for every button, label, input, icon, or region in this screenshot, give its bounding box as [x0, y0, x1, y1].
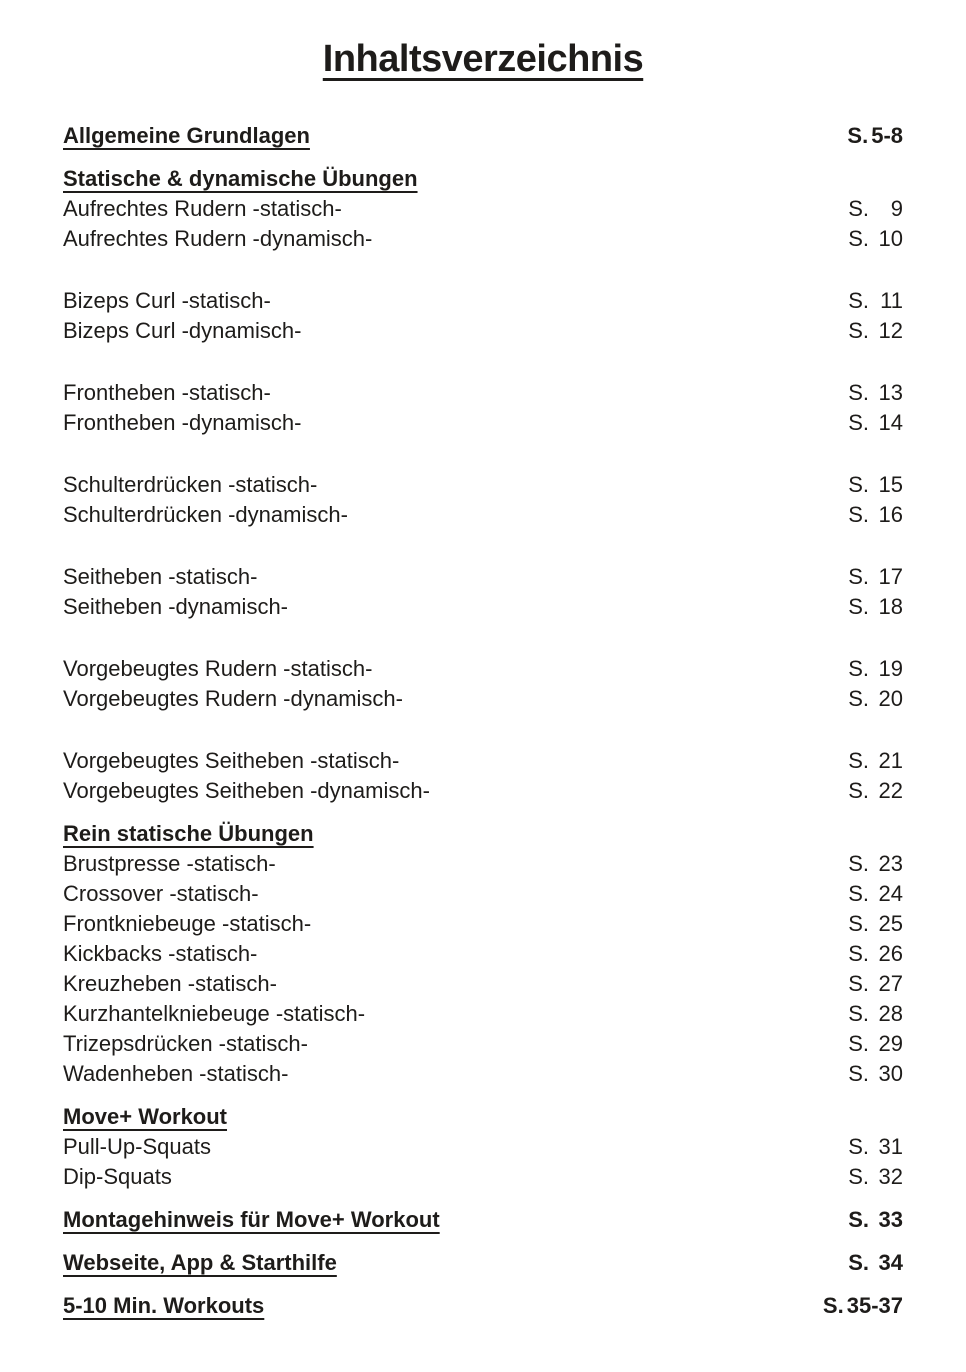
toc-item — [63, 470, 903, 500]
toc-spacer — [63, 254, 903, 286]
toc-section-header — [63, 1102, 903, 1132]
page-prefix: S. — [848, 380, 869, 405]
toc-section-header — [63, 819, 903, 849]
toc-page-number — [848, 378, 903, 408]
toc-item-label: Seitheben -statisch- — [63, 564, 258, 589]
page-prefix: S. — [848, 1250, 869, 1275]
toc-item — [63, 316, 903, 346]
page-value: 34 — [878, 1250, 903, 1275]
toc-item — [63, 224, 903, 254]
toc-item-label: Vorgebeugtes Rudern -dynamisch- — [63, 686, 403, 711]
page-value: 26 — [878, 941, 903, 966]
page-value: 13 — [878, 380, 903, 405]
page-value: 25 — [878, 911, 903, 936]
toc-section-label: Rein statische Übungen — [63, 821, 314, 846]
toc-page-number — [848, 776, 903, 806]
toc-page-number — [848, 1029, 903, 1059]
page-value: 20 — [878, 686, 903, 711]
toc-item — [63, 849, 903, 879]
toc-page-number — [848, 849, 903, 879]
toc-item-label: Vorgebeugtes Seitheben -dynamisch- — [63, 778, 430, 803]
toc-item-label: Aufrechtes Rudern -statisch- — [63, 196, 342, 221]
toc-item — [63, 194, 903, 224]
toc-item-label: Aufrechtes Rudern -dynamisch- — [63, 226, 373, 251]
page-prefix: S. — [848, 472, 869, 497]
page-prefix: S. — [848, 410, 869, 435]
page-prefix: S. — [848, 686, 869, 711]
toc-item-label: Crossover -statisch- — [63, 881, 259, 906]
toc-page-number — [848, 286, 903, 316]
page-value: 17 — [878, 564, 903, 589]
page-value: 9 — [890, 196, 903, 221]
toc-page-number — [848, 408, 903, 438]
page-value: 31 — [878, 1134, 903, 1159]
toc-item-label: Bizeps Curl -statisch- — [63, 288, 271, 313]
toc-page-number — [848, 224, 903, 254]
toc-page-number — [848, 654, 903, 684]
toc-page-number — [848, 939, 903, 969]
toc-page-number — [848, 969, 903, 999]
toc-section-header — [63, 1248, 903, 1278]
page-prefix: S. — [848, 318, 869, 343]
page-value: 33 — [878, 1207, 903, 1232]
toc-section-label: Allgemeine Grundlagen — [63, 123, 310, 148]
toc-page-number — [848, 500, 903, 530]
page-prefix: S. — [848, 226, 869, 251]
toc-page-number — [848, 194, 903, 224]
page-prefix: S. — [848, 881, 869, 906]
page-prefix: S. — [822, 1293, 844, 1318]
toc-spacer — [63, 622, 903, 654]
toc-item-label: Vorgebeugtes Seitheben -statisch- — [63, 748, 400, 773]
toc-page-number — [848, 1059, 903, 1089]
toc-spacer — [63, 438, 903, 470]
toc-item-label: Kreuzheben -statisch- — [63, 971, 277, 996]
toc-item — [63, 939, 903, 969]
page-value: 28 — [878, 1001, 903, 1026]
toc-item — [63, 592, 903, 622]
page-value: 35-37 — [846, 1293, 903, 1318]
page-prefix: S. — [848, 778, 869, 803]
page-value: 27 — [878, 971, 903, 996]
page-prefix: S. — [848, 564, 869, 589]
page-prefix: S. — [848, 1001, 869, 1026]
toc-item-label: Wadenheben -statisch- — [63, 1061, 289, 1086]
toc-page-number — [848, 909, 903, 939]
page-prefix: S. — [848, 911, 869, 936]
toc-item-label: Brustpresse -statisch- — [63, 851, 276, 876]
toc-item — [63, 1059, 903, 1089]
toc-item-label: Frontheben -dynamisch- — [63, 410, 302, 435]
toc-item-label: Kurzhantelkniebeuge -statisch- — [63, 1001, 366, 1026]
toc-list — [63, 108, 903, 1321]
toc-section-label: Statische & dynamische Übungen — [63, 166, 418, 191]
toc-page-number — [848, 316, 903, 346]
toc-item — [63, 1132, 903, 1162]
toc-item — [63, 408, 903, 438]
toc-section-label: Move+ Workout — [63, 1104, 228, 1129]
toc-page-number — [848, 1162, 903, 1192]
toc-page-number — [848, 684, 903, 714]
page-prefix: S. — [848, 1031, 869, 1056]
toc-item-label: Dip-Squats — [63, 1164, 172, 1189]
toc-item — [63, 1162, 903, 1192]
page-prefix: S. — [848, 594, 869, 619]
page-value: 18 — [878, 594, 903, 619]
toc-item — [63, 286, 903, 316]
toc-item-label: Pull-Up-Squats — [63, 1134, 211, 1159]
toc-section-label: 5-10 Min. Workouts — [63, 1293, 265, 1318]
page-prefix: S. — [848, 288, 869, 313]
toc-page-number — [848, 470, 903, 500]
page-value: 15 — [878, 472, 903, 497]
toc-item — [63, 746, 903, 776]
page-prefix: S. — [848, 656, 869, 681]
page-prefix: S. — [848, 1134, 869, 1159]
page-value: 32 — [878, 1164, 903, 1189]
page-value: 19 — [878, 656, 903, 681]
toc-item — [63, 500, 903, 530]
toc-spacer — [63, 530, 903, 562]
toc-page-number — [848, 879, 903, 909]
page-value: 11 — [880, 288, 903, 313]
page-value: 5-8 — [871, 123, 903, 148]
toc-item — [63, 378, 903, 408]
toc-item-label: Seitheben -dynamisch- — [63, 594, 289, 619]
page-prefix: S. — [847, 123, 869, 148]
page-value: 23 — [878, 851, 903, 876]
toc-page-number — [848, 1248, 903, 1278]
toc-section-header — [63, 164, 903, 194]
toc-item-label: Kickbacks -statisch- — [63, 941, 258, 966]
toc-item-label: Schulterdrücken -dynamisch- — [63, 502, 348, 527]
toc-item-label: Trizepsdrücken -statisch- — [63, 1031, 308, 1056]
toc-item-label: Frontheben -statisch- — [63, 380, 271, 405]
toc-item — [63, 909, 903, 939]
toc-item — [63, 654, 903, 684]
toc-item — [63, 1029, 903, 1059]
toc-section-header — [63, 1291, 903, 1321]
page-value: 22 — [878, 778, 903, 803]
page-prefix: S. — [848, 1164, 869, 1189]
page-value: 16 — [878, 502, 903, 527]
page-prefix: S. — [848, 1061, 869, 1086]
toc-item — [63, 562, 903, 592]
toc-item — [63, 999, 903, 1029]
page-value: 24 — [878, 881, 903, 906]
page-prefix: S. — [848, 1207, 869, 1232]
toc-item-label: Frontkniebeuge -statisch- — [63, 911, 312, 936]
toc-item — [63, 879, 903, 909]
page-prefix: S. — [848, 971, 869, 996]
page-prefix: S. — [848, 748, 869, 773]
toc-section-label: Montagehinweis für Move+ Workout — [63, 1207, 440, 1232]
toc-page-number — [848, 1132, 903, 1162]
toc-item — [63, 684, 903, 714]
toc-section-label: Webseite, App & Starthilfe — [63, 1250, 337, 1275]
page-value: 29 — [878, 1031, 903, 1056]
toc-page-number — [848, 1205, 903, 1235]
toc-item-label: Bizeps Curl -dynamisch- — [63, 318, 302, 343]
toc-item — [63, 776, 903, 806]
page-title-text: Inhaltsverzeichnis — [322, 38, 644, 80]
page-prefix: S. — [848, 502, 869, 527]
page-title — [63, 37, 903, 81]
page-value: 30 — [878, 1061, 903, 1086]
page-value: 21 — [878, 748, 903, 773]
page-value: 10 — [878, 226, 903, 251]
toc-page-number — [848, 592, 903, 622]
toc-page-number — [848, 562, 903, 592]
toc-page-number — [823, 1291, 903, 1321]
page-value: 12 — [878, 318, 903, 343]
toc-spacer — [63, 346, 903, 378]
toc-page-number — [848, 999, 903, 1029]
page-prefix: S. — [848, 196, 869, 221]
page-prefix: S. — [848, 851, 869, 876]
toc-section-header — [63, 1205, 903, 1235]
toc-item-label: Vorgebeugtes Rudern -statisch- — [63, 656, 373, 681]
toc-spacer — [63, 714, 903, 746]
toc-section-header — [63, 121, 903, 151]
toc-page-number — [847, 121, 903, 151]
toc-item-label: Schulterdrücken -statisch- — [63, 472, 318, 497]
page-prefix: S. — [848, 941, 869, 966]
toc-item — [63, 969, 903, 999]
toc-page-number — [848, 746, 903, 776]
page-value: 14 — [878, 410, 903, 435]
